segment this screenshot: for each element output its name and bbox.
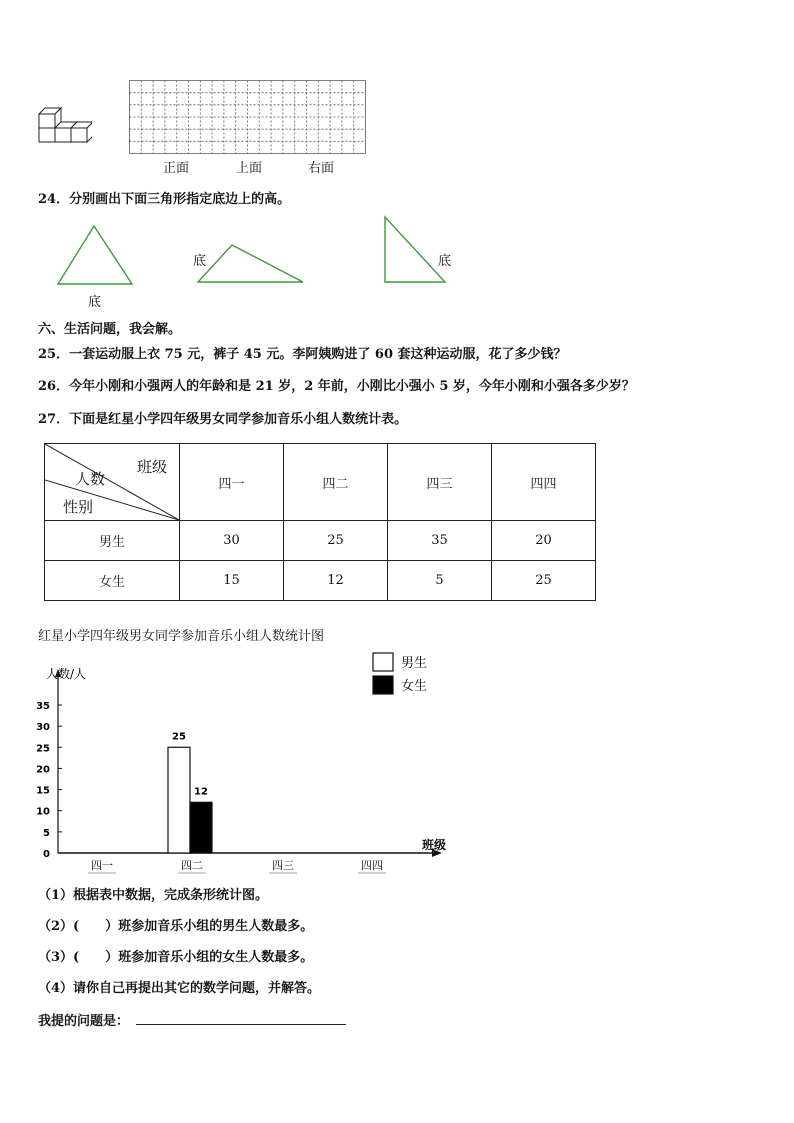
row-label: 男生	[45, 521, 180, 561]
chart-title: 红星小学四年级男女同学参加音乐小组人数统计图	[38, 629, 325, 644]
y-axis-label: 人数/人	[46, 667, 87, 681]
table-corner-cell	[45, 444, 180, 521]
table-col-header: 四四	[492, 444, 596, 521]
triangle-1	[58, 226, 132, 284]
row-label: 女生	[45, 561, 180, 601]
table-row	[45, 561, 596, 601]
answer-line[interactable]	[136, 1008, 346, 1025]
base-label-2: 底	[193, 254, 207, 269]
bar-value-label: 12	[194, 786, 208, 798]
y-tick-label: 10	[36, 806, 50, 818]
legend-label: 男生	[401, 656, 428, 671]
view-label-front: 正面	[163, 161, 190, 176]
x-tick-label: 四三	[272, 859, 294, 872]
legend-swatch	[373, 676, 393, 694]
y-tick-label: 35	[36, 701, 50, 712]
triangle-2	[198, 245, 303, 282]
corner-top-label: 班级	[136, 458, 167, 476]
table-cell: 30	[180, 521, 284, 561]
table-cell: 25	[492, 561, 596, 601]
triangles	[50, 212, 470, 292]
y-tick-label: 0	[43, 849, 50, 860]
question-25: 25．一套运动服上衣 75 元，裤子 45 元。李阿姨购进了 60 套这种运动服，花了多少钱？	[38, 347, 567, 362]
cube-figure	[36, 104, 92, 154]
y-tick-label: 20	[36, 764, 50, 776]
table-cell: 12	[284, 561, 388, 601]
sub-question-1: （1）根据表中数据，完成条形统计图。	[38, 888, 269, 903]
my-question-label: 我提的问题是：	[38, 1014, 130, 1029]
corner-mid-label: 人数	[75, 470, 106, 488]
question-26: 26．今年小刚和小强两人的年龄和是 21 岁，2 年前，小刚比小强小 5 岁，今年小刚和小强各多少岁？	[38, 379, 635, 394]
x-axis-label: 班级	[422, 838, 447, 852]
y-tick-label: 15	[36, 785, 50, 797]
bar-chart	[30, 645, 460, 875]
bar-value-label: 25	[172, 731, 186, 743]
table-row	[45, 521, 596, 561]
base-label-1: 底	[88, 295, 102, 310]
base-label-3: 底	[438, 254, 452, 269]
table-cell: 20	[492, 521, 596, 561]
table-cell: 15	[180, 561, 284, 601]
question-27: 27．下面是红星小学四年级男女同学参加音乐小组人数统计表。	[38, 412, 408, 427]
sub-question-2: （2）( ）班参加音乐小组的男生人数最多。	[38, 919, 314, 934]
view-label-right: 右面	[308, 161, 335, 176]
x-tick-label: 四一	[91, 859, 113, 872]
dotted-grid	[129, 80, 366, 154]
corner-bottom-label: 性别	[63, 498, 94, 516]
view-label-top: 上面	[236, 161, 263, 176]
table-cell: 5	[388, 561, 492, 601]
stat-table	[44, 443, 596, 601]
table-col-header: 四二	[284, 444, 388, 521]
sub-question-3: （3）( ）班参加音乐小组的女生人数最多。	[38, 950, 314, 965]
legend-label: 女生	[401, 679, 428, 694]
x-tick-label: 四四	[361, 859, 383, 872]
triangle-3	[385, 217, 445, 282]
y-tick-label: 25	[36, 743, 50, 755]
bar-男生	[168, 747, 190, 853]
legend-swatch	[373, 653, 393, 671]
sub-question-4: （4）请你自己再提出其它的数学问题，并解答。	[38, 981, 321, 996]
table-cell: 25	[284, 521, 388, 561]
bar-女生	[190, 802, 212, 853]
table-cell: 35	[388, 521, 492, 561]
y-tick-label: 5	[43, 827, 50, 839]
x-tick-label: 四二	[181, 859, 203, 872]
table-col-header: 四三	[388, 444, 492, 521]
y-tick-label: 30	[36, 722, 50, 734]
section-6-title: 六、生活问题，我会解。	[38, 322, 182, 337]
question-24: 24．分别画出下面三角形指定底边上的高。	[38, 192, 291, 207]
table-col-header: 四一	[180, 444, 284, 521]
